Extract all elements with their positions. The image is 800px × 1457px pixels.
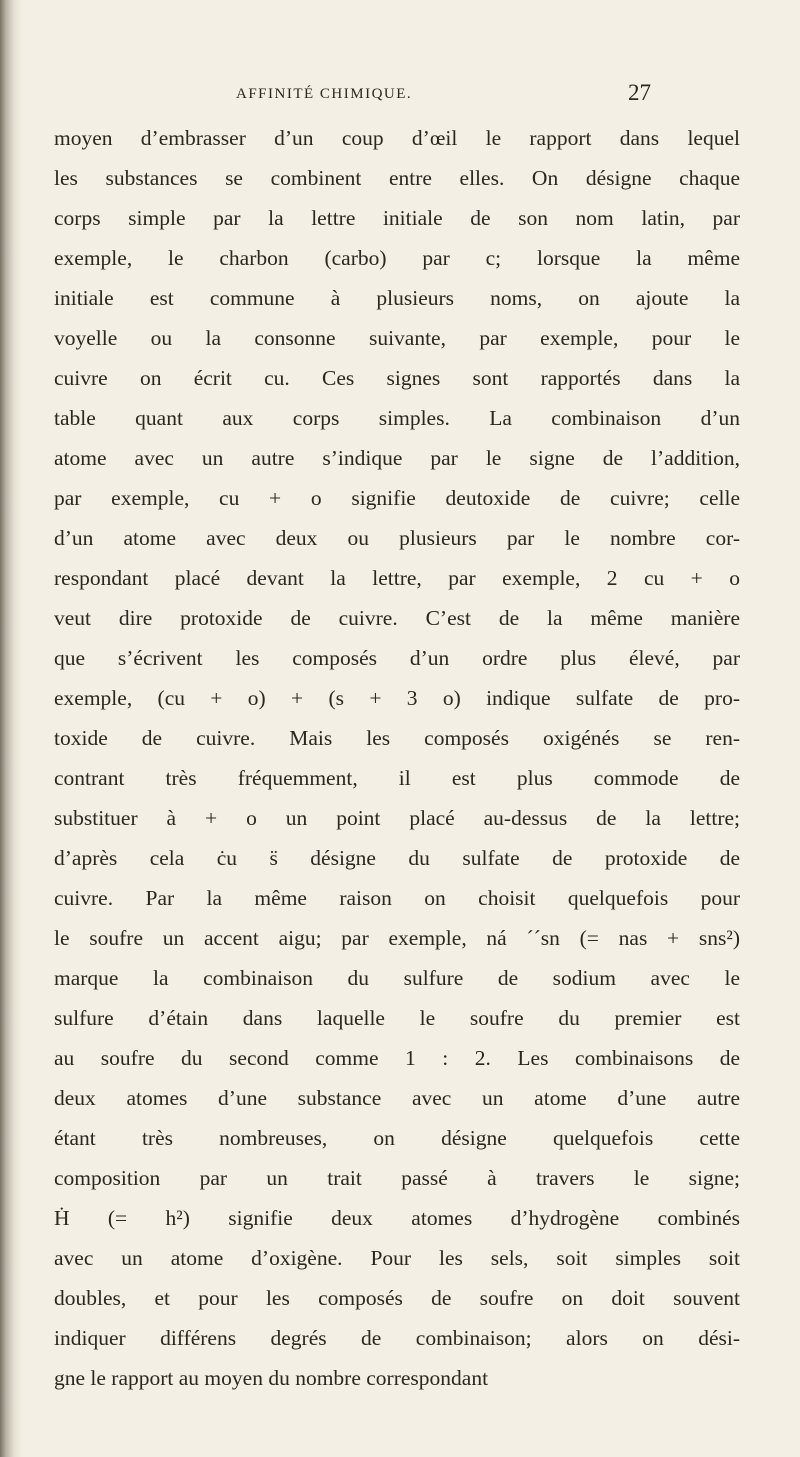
text-line: toxide de cuivre. Mais les composés oxigénés se ren- — [54, 726, 740, 750]
text-line: moyen d’embrasser d’un coup d’œil le rapport dans lequel — [54, 126, 740, 150]
text-line: deux atomes d’une substance avec un atome d’une autre — [54, 1086, 740, 1110]
text-line: composition par un trait passé à travers le signe; — [54, 1166, 740, 1190]
text-line: étant très nombreuses, on désigne quelquefois cette — [54, 1126, 740, 1150]
text-line: d’après cela ċu s̈ désigne du sulfate de protoxide de — [54, 846, 740, 870]
text-line: Ḣ (= h²) signifie deux atomes d’hydrogène combinés — [54, 1206, 740, 1230]
page-number: 27 — [628, 80, 651, 105]
text-line: corps simple par la lettre initiale de son nom latin, par — [54, 206, 740, 230]
text-line: d’un atome avec deux ou plusieurs par le nombre cor- — [54, 526, 740, 550]
text-line: cuivre on écrit cu. Ces signes sont rapportés dans la — [54, 366, 740, 390]
text-line: au soufre du second comme 1 : 2. Les combinaisons de — [54, 1046, 740, 1070]
text-line: gne le rapport au moyen du nombre correspondant — [54, 1366, 489, 1390]
text-line: doubles, et pour les composés de soufre on doit souvent — [54, 1286, 740, 1310]
text-line: cuivre. Par la même raison on choisit quelquefois pour — [54, 886, 740, 910]
text-line: substituer à + o un point placé au-dessus de la lettre; — [54, 806, 740, 830]
text-line: le soufre un accent aigu; par exemple, ná ´´sn (= nas + sns²) — [54, 926, 740, 950]
text-line: par exemple, cu + o signifie deutoxide de cuivre; celle — [54, 486, 740, 510]
text-line: veut dire protoxide de cuivre. C’est de la même manière — [54, 606, 740, 630]
text-line: marque la combinaison du sulfure de sodium avec le — [54, 966, 740, 990]
text-line: atome avec un autre s’indique par le signe de l’addition, — [54, 446, 740, 470]
text-line: respondant placé devant la lettre, par exemple, 2 cu + o — [54, 566, 740, 590]
text-line: avec un atome d’oxigène. Pour les sels, soit simples soit — [54, 1246, 740, 1270]
text-line: indiquer différens degrés de combinaison; alors on dési- — [54, 1326, 740, 1350]
text-line: exemple, (cu + o) + (s + 3 o) indique sulfate de pro- — [54, 686, 740, 710]
text-line: exemple, le charbon (carbo) par c; lorsque la même — [54, 246, 740, 270]
text-line: que s’écrivent les composés d’un ordre plus élevé, par — [54, 646, 740, 670]
text-line: initiale est commune à plusieurs noms, on ajoute la — [54, 286, 740, 310]
running-head: AFFINITÉ CHIMIQUE. — [236, 86, 413, 102]
text-line: voyelle ou la consonne suivante, par exemple, pour le — [54, 326, 740, 350]
text-line: les substances se combinent entre elles. On désigne chaque — [54, 166, 740, 190]
text-line: table quant aux corps simples. La combinaison d’un — [54, 406, 740, 430]
text-line: sulfure d’étain dans laquelle le soufre du premier est — [54, 1006, 740, 1030]
text-line: contrant très fréquemment, il est plus commode de — [54, 766, 740, 790]
